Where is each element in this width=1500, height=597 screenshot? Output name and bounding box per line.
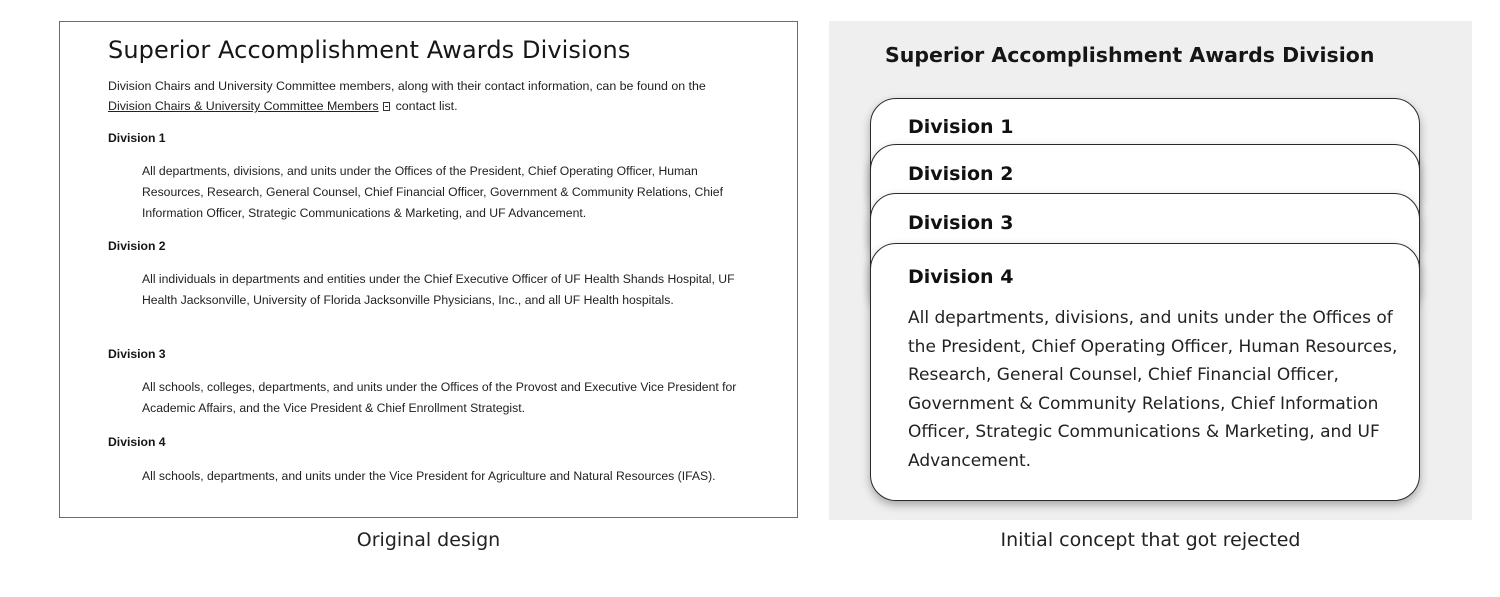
division-1-card-title: Division 1 (908, 116, 1014, 138)
division-2-description: All individuals in departments and entities under the Chief Executive Officer of UF Health Shands Hospital, UF Health Jacksonville, University of Florida Jacksonville Physicians, Inc., and all UF Health hospitals. (142, 272, 735, 307)
division-1-heading: Division 1 (108, 131, 166, 145)
division-1-description: All departments, divisions, and units under the Offices of the President, Chief Operating Officer, Human Resources, Research, General Counsel, Chief Financial Officer, Government & Community Relations, Chief Information Officer, Strategic Communications & Marketing, and UF Advancement. (142, 164, 723, 220)
intro-text-end: contact list. (395, 99, 458, 113)
division-3-card-title: Division 3 (908, 212, 1014, 234)
document-icon (383, 102, 390, 111)
division-chairs-link[interactable]: Division Chairs & University Committee Members (108, 99, 379, 113)
intro-text (108, 76, 748, 116)
division-4-card[interactable] (870, 243, 1420, 501)
concept-title: Superior Accomplishment Awards Division (885, 43, 1375, 67)
rejected-concept-panel (829, 21, 1472, 520)
division-2-card-title: Division 2 (908, 163, 1014, 185)
division-4-description: All schools, departments, and units under the Vice President for Agriculture and Natural Resources (IFAS). (142, 469, 716, 483)
division-4-card-body: All departments, divisions, and units under the Offices of the President, Chief Operating Officer, Human Resources, Research, General Counsel, Chief Financial Officer, Government & Community Relations, Chief Information Officer, Strategic Communications & Marketing, and UF Advancement. (908, 308, 1398, 471)
division-4-heading: Division 4 (108, 435, 166, 449)
original-design-panel (59, 21, 798, 518)
division-2-heading: Division 2 (108, 239, 166, 253)
division-4-card-title: Division 4 (908, 266, 1014, 288)
intro-text-start: Division Chairs and University Committee members, along with their contact information, can be found on the (108, 79, 706, 93)
rejected-concept-caption: Initial concept that got rejected (1000, 529, 1301, 551)
division-3-heading: Division 3 (108, 347, 166, 361)
division-3-description: All schools, colleges, departments, and units under the Offices of the Provost and Executive Vice President for Academic Affairs, and the Vice President & Chief Enrollment Strategist. (142, 380, 737, 415)
original-design-caption: Original design (356, 529, 501, 551)
page-title: Superior Accomplishment Awards Divisions (108, 36, 631, 64)
